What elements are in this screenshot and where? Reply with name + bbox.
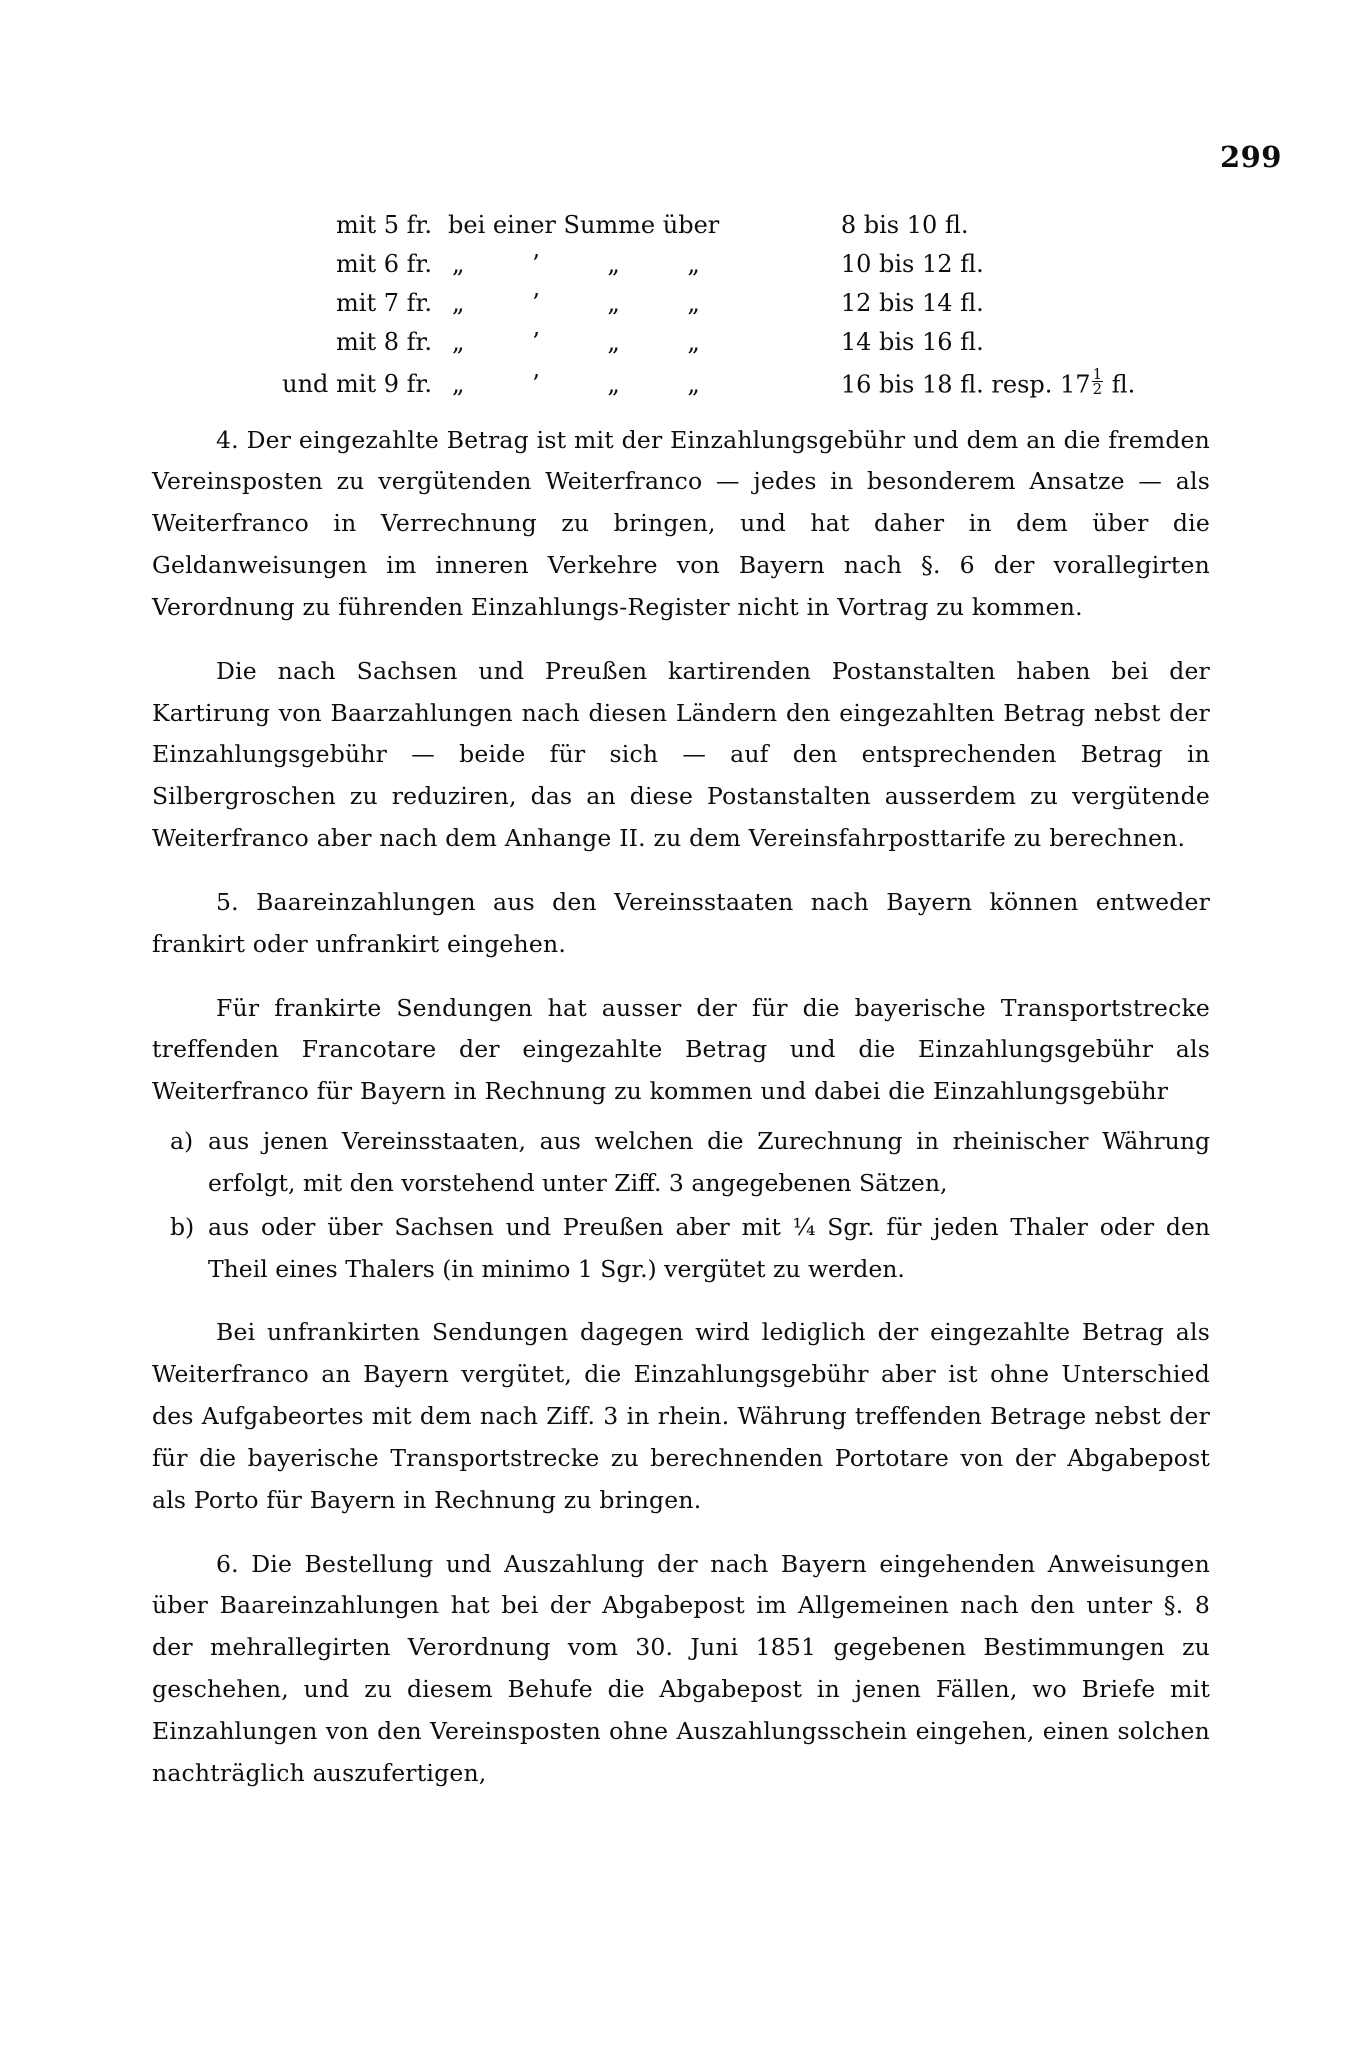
list-marker-a: a) — [170, 1127, 194, 1156]
rate-phrase: bei einer Summe über — [448, 210, 720, 239]
rate-dots: „ ’ „ „ — [452, 327, 730, 356]
rate-range-prefix: 16 bis 18 fl. resp. 17 — [840, 370, 1091, 399]
rate-range: 14 bis 16 fl. — [840, 327, 984, 356]
table-row — [152, 244, 1210, 283]
enumerated-list — [152, 1121, 1210, 1290]
rate-label: mit 5 fr. — [336, 210, 432, 239]
rate-dots: „ ’ „ „ — [452, 370, 730, 399]
rate-range: 10 bis 12 fl. — [840, 249, 984, 278]
rate-dots: „ ’ „ „ — [452, 249, 730, 278]
rate-range-suffix: fl. — [1104, 370, 1136, 399]
rate-label: mit 6 fr. — [336, 249, 432, 278]
paragraph-item-4: 4. Der eingezahlte Betrag ist mit der Einzahlungsgebühr und dem an die fremden Vereinsposten zu vergütenden Weiterfranco — jedes in besonderem Ansatze — als Weiterfranco in Verrechnung zu bringen, und hat daher in dem über die Geldanweisungen im inneren Verkehre von Bayern nach §. 6 der vorallegirten Verordnung zu führenden Einzahlungs-Register nicht in Vortrag zu kommen. — [152, 425, 1210, 621]
list-marker-b: b) — [170, 1212, 195, 1241]
rate-dots: „ ’ „ „ — [452, 288, 730, 317]
paragraph-unfrankirte-sendungen: Bei unfrankirten Sendungen dagegen wird lediglich der eingezahlte Betrag als Weiterfranco an Bayern vergütet, die Einzahlungsgebühr aber ist ohne Unterschied des Aufgabeortes mit dem nach Ziff. 3 in rhein. Währung treffenden Betrage nebst der für die bayerische Transportstrecke zu berechnenden Portotare von der Abgabepost als Porto für Bayern in Rechnung zu bringen. — [152, 1318, 1210, 1514]
rate-range — [835, 361, 1210, 404]
paragraph-sachsen-preussen: Die nach Sachsen und Preußen kartirenden Postanstalten haben bei der Kartirung von Baarzahlungen nach diesen Ländern den eingezahlten Betrag nebst der Einzahlungsgebühr — beide für sich — auf den entsprechenden Betrag in Silbergroschen zu reduziren, das an diese Postanstalten ausserdem zu vergütende Weiterfranco aber nach dem Anhange II. zu dem Vereinsfahrposttarife zu berechnen. — [152, 656, 1210, 853]
list-item — [152, 1121, 1210, 1205]
list-item-text: aus jenen Vereinsstaaten, aus welchen die Zurechnung in rheinischer Währung erfolgt, mit den vorstehend unter Ziff. 3 angegebenen Sätzen, — [208, 1127, 1210, 1197]
page-number: 299 — [1219, 140, 1282, 174]
paragraph-item-6: 6. Die Bestellung und Auszahlung der nach Bayern eingehenden Anweisungen über Baareinzahlungen hat bei der Abgabepost im Allgemeinen nach den unter §. 8 der mehrallegirten Verordnung vom 30. Juni 1851 gegebenen Bestimmungen zu geschehen, und zu diesem Behufe die Abgabepost in jenen Fällen, wo Briefe mit Einzahlungen von den Vereinsposten ohne Auszahlungsschein eingehen, einen solchen nachträglich auszufertigen, — [152, 1549, 1210, 1787]
rate-label: mit 8 fr. — [336, 327, 432, 356]
rate-label: mit 7 fr. — [336, 288, 432, 317]
rate-range: 12 bis 14 fl. — [840, 288, 984, 317]
table-row — [152, 205, 1210, 244]
paragraph-item-5: 5. Baareinzahlungen aus den Vereinsstaaten nach Bayern können entweder frankirt oder unfrankirt eingehen. — [152, 887, 1210, 958]
table-row — [152, 322, 1210, 361]
paragraph-frankirte-sendungen: Für frankirte Sendungen hat ausser der für die bayerische Transportstrecke treffenden Francotare der eingezahlte Betrag und die Einzahlungsgebühr als Weiterfranco für Bayern in Rechnung zu kommen und dabei die Einzahlungsgebühr — [152, 993, 1210, 1106]
list-item-text: aus oder über Sachsen und Preußen aber mit ¼ Sgr. für jeden Thaler oder den Theil eines Thalers (in minimo 1 Sgr.) vergütet zu werden. — [208, 1212, 1210, 1283]
rate-table — [152, 205, 1210, 404]
fraction-one-half: $\frac{1}{2}$ — [1092, 364, 1103, 399]
list-item — [152, 1207, 1210, 1291]
table-row — [152, 283, 1210, 322]
page-content — [152, 205, 1210, 1799]
rate-range: 8 bis 10 fl. — [840, 210, 969, 239]
rate-label: und mit 9 fr. — [282, 370, 432, 399]
table-row — [152, 361, 1210, 404]
